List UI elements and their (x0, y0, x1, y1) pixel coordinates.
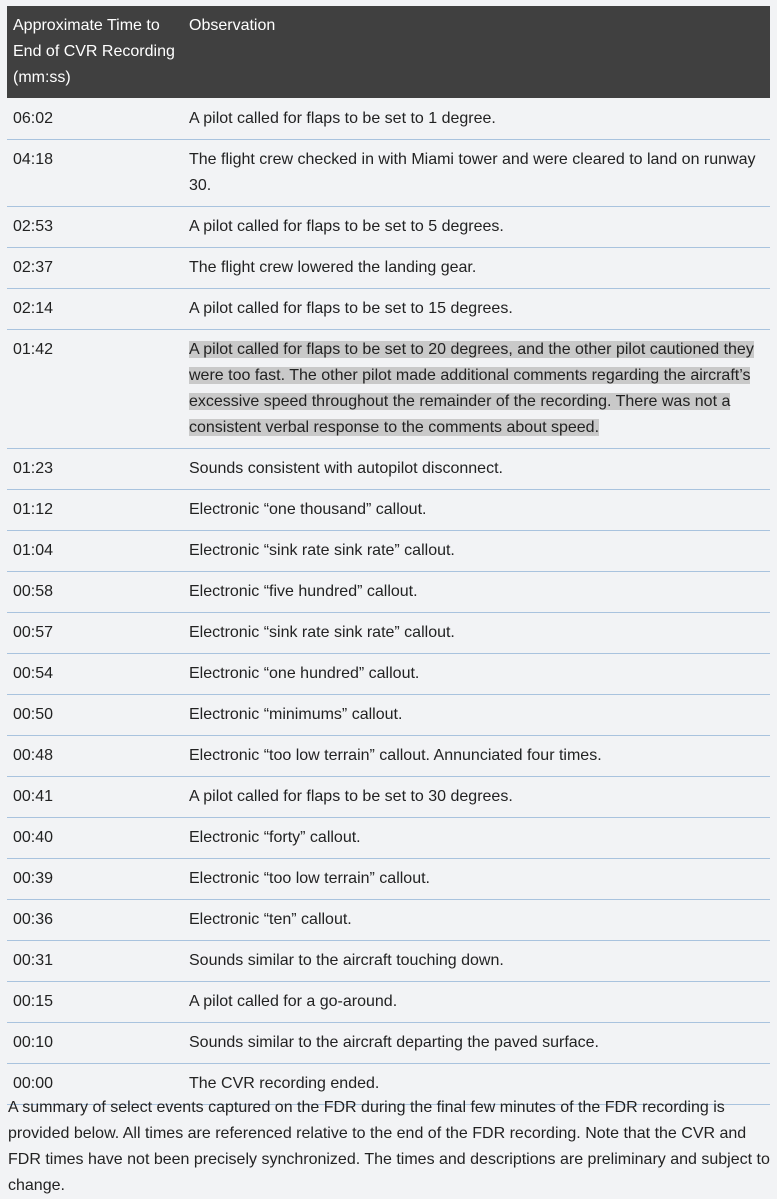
row-observation: Electronic “one hundred” callout. (183, 654, 770, 695)
row-time: 00:15 (7, 982, 183, 1023)
row-time: 00:00 (7, 1064, 183, 1105)
row-observation: The flight crew checked in with Miami tower and were cleared to land on runway 30. (183, 140, 770, 207)
row-time: 00:48 (7, 736, 183, 777)
table-row (7, 330, 770, 449)
row-time: 00:50 (7, 695, 183, 736)
row-observation: Electronic “too low terrain” callout. (183, 859, 770, 900)
table-row (7, 900, 770, 941)
row-time: 00:41 (7, 777, 183, 818)
table-row (7, 941, 770, 982)
table-row (7, 572, 770, 613)
table-row (7, 98, 770, 140)
table-row (7, 490, 770, 531)
table-row (7, 140, 770, 207)
row-observation: Sounds similar to the aircraft departing the paved surface. (183, 1023, 770, 1064)
row-observation: Electronic “one thousand” callout. (183, 490, 770, 531)
table-row (7, 654, 770, 695)
row-observation: Electronic “five hundred” callout. (183, 572, 770, 613)
row-observation (183, 330, 770, 449)
row-observation: Sounds similar to the aircraft touching down. (183, 941, 770, 982)
row-time: 00:54 (7, 654, 183, 695)
table-row (7, 613, 770, 654)
table-row (7, 777, 770, 818)
row-time: 00:39 (7, 859, 183, 900)
row-observation: Electronic “ten” callout. (183, 900, 770, 941)
row-time: 00:31 (7, 941, 183, 982)
row-observation: A pilot called for flaps to be set to 30 degrees. (183, 777, 770, 818)
row-time: 00:58 (7, 572, 183, 613)
row-observation: Electronic “sink rate sink rate” callout. (183, 531, 770, 572)
row-observation: Sounds consistent with autopilot disconnect. (183, 449, 770, 490)
row-observation: Electronic “too low terrain” callout. Annunciated four times. (183, 736, 770, 777)
row-time: 01:42 (7, 330, 183, 449)
table-row (7, 207, 770, 248)
row-time: 02:14 (7, 289, 183, 330)
row-time: 06:02 (7, 98, 183, 140)
observation-column-header: Observation (183, 6, 770, 98)
row-time: 01:04 (7, 531, 183, 572)
row-time: 00:40 (7, 818, 183, 859)
table-row (7, 449, 770, 490)
row-observation: The CVR recording ended. (183, 1064, 770, 1105)
row-observation: Electronic “forty” callout. (183, 818, 770, 859)
table-body (7, 98, 770, 1105)
row-time: 01:12 (7, 490, 183, 531)
row-observation: A pilot called for flaps to be set to 1 degree. (183, 98, 770, 140)
table-row (7, 248, 770, 289)
time-column-header: Approximate Time to End of CVR Recording (mm:ss) (7, 6, 183, 98)
row-time: 04:18 (7, 140, 183, 207)
table-row (7, 818, 770, 859)
table-row (7, 695, 770, 736)
row-time: 02:37 (7, 248, 183, 289)
row-observation: A pilot called for a go-around. (183, 982, 770, 1023)
cvr-events-table (7, 6, 770, 1105)
table-row (7, 859, 770, 900)
row-observation: A pilot called for flaps to be set to 5 degrees. (183, 207, 770, 248)
table-row (7, 982, 770, 1023)
row-time: 01:23 (7, 449, 183, 490)
row-time: 00:57 (7, 613, 183, 654)
table-row (7, 736, 770, 777)
row-time: 00:10 (7, 1023, 183, 1064)
row-observation: The flight crew lowered the landing gear. (183, 248, 770, 289)
fdr-summary-paragraph: A summary of select events captured on the FDR during the final few minutes of the FDR recording is provided below. All times are referenced relative to the end of the FDR recording. Note that the CVR and FDR times have not been precisely synchronized. The times and descriptions are preliminary and subject to change. (8, 1099, 770, 1194)
table-row (7, 531, 770, 572)
highlighted-observation-text: A pilot called for flaps to be set to 20 degrees, and the other pilot cautioned they were too fast. The other pilot made additional comments regarding the aircraft’s excessive speed throughout the remainder of the recording. There was not a consistent verbal response to the comments about speed. (189, 341, 754, 436)
table-header-row (7, 6, 770, 98)
row-time: 00:36 (7, 900, 183, 941)
row-observation: Electronic “minimums” callout. (183, 695, 770, 736)
table-row (7, 1023, 770, 1064)
row-observation: A pilot called for flaps to be set to 15 degrees. (183, 289, 770, 330)
row-observation: Electronic “sink rate sink rate” callout. (183, 613, 770, 654)
row-time: 02:53 (7, 207, 183, 248)
table-row (7, 289, 770, 330)
